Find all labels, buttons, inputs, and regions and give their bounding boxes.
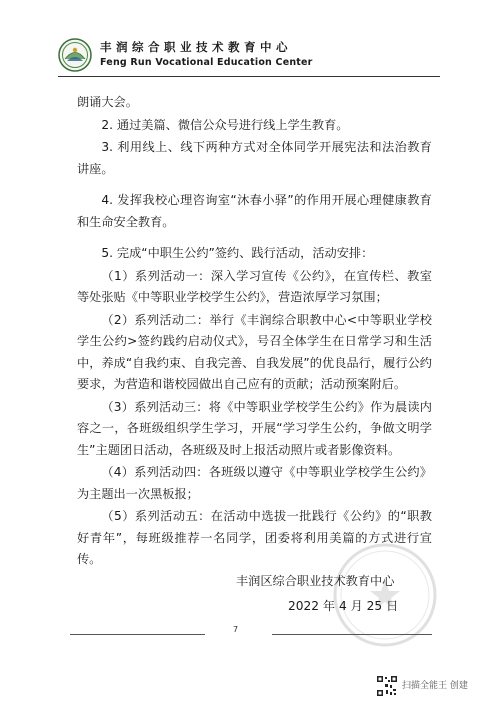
header-divider <box>58 76 440 77</box>
school-logo-icon <box>58 38 92 72</box>
paragraph: 3. 利用线上、线下两种方式对全体同学开展宪法和法治教育讲座。 <box>77 140 432 176</box>
signature-date: 2022 年 4 月 25 日 <box>288 599 399 613</box>
page-number: 7 <box>233 625 239 634</box>
paragraph: 4. 发挥我校心理咨询室“沐春小驿”的作用开展心理健康教育和生命安全教育。 <box>77 193 432 229</box>
paragraph: （5）系列活动五：在活动中选拔一批践行《公约》的“职教好青年”，每班级推荐一名同学，团委将利用美篇的方式进行宣传。 <box>77 509 432 566</box>
paragraph: 2. 通过美篇、微信公众号进行线上学生教育。 <box>101 117 349 132</box>
document-body <box>77 92 432 571</box>
letterhead <box>58 38 458 78</box>
paragraph: 朗诵大会。 <box>77 95 138 109</box>
footer-divider-left <box>70 634 205 635</box>
footer-divider-right <box>272 634 432 635</box>
paragraph: 5. 完成“中职生公约”签约、践行活动，活动安排： <box>101 246 374 260</box>
signature-org: 丰润区综合职业技术教育中心 <box>236 574 395 588</box>
org-name-cn: 丰润综合职业技术教育中心 <box>100 40 292 54</box>
paragraph: （1）系列活动一：深入学习宣传《公约》，在宣传栏、教室等处张贴《中等职业学校学生公约》，营造浓厚学习氛围； <box>77 268 432 304</box>
paragraph: （3）系列活动三：将《中等职业学校学生公约》作为晨读内容之一，各班级组织学生学习，开展“学习学生公约，争做文明学生”主题团日活动，各班级及时上报活动照片或者影像资料。 <box>77 399 432 457</box>
paragraph: （4）系列活动四：各班级以遵守《中等职业学校学生公约》为主题出一次黑板报； <box>77 465 432 501</box>
qr-code-icon <box>376 675 398 697</box>
org-name-en: Feng Run Vocational Education Center <box>100 57 313 68</box>
paragraph: （2）系列活动二：举行《丰润综合职教中心<中等职业学校学生公约>签约践约启动仪式》，号召全体学生在日常学习和生活中，养成“自我约束、自我完善、自我发展”的优良品行，履行公约要求，为营造和谐校园做出自己应有的贡献；活动预案附后。 <box>77 312 432 391</box>
scanner-watermark: 扫描全能王 创建 <box>402 681 468 691</box>
